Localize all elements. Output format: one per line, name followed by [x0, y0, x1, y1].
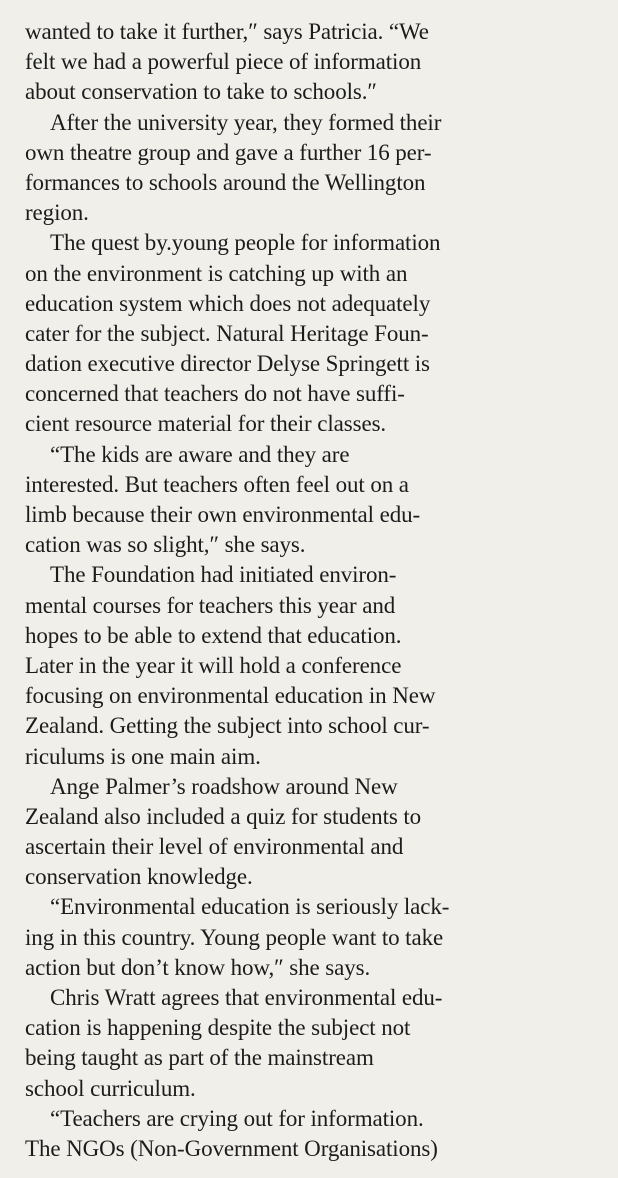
article-line: ing in this country. Young people want to take [25, 924, 444, 950]
article-line: Zealand. Getting the subject into school cur- [25, 713, 430, 739]
article-line: cient resource material for their classes. [25, 411, 387, 437]
article-line: school curriculum. [25, 1075, 196, 1101]
article-line: “Teachers are crying out for information. [50, 1105, 424, 1131]
article-line: cation was so slight,″ she says. [25, 532, 306, 558]
article-line: The NGOs (Non-Government Organisations) [25, 1135, 438, 1161]
article-line: limb because their own environmental edu- [25, 502, 421, 527]
article-line: formances to schools around the Wellington [25, 169, 426, 195]
article-line: education system which does not adequately [25, 290, 431, 316]
article-line: Ange Palmer’s roadshow around New [50, 773, 398, 799]
article-line: After the university year, they formed their [50, 109, 442, 135]
article-line: The quest by.young people for information [50, 230, 441, 256]
article-line: cater for the subject. Natural Heritage Foun- [25, 320, 429, 346]
article-line: dation executive director Delyse Springett is [25, 351, 430, 377]
article-line: “Environmental education is seriously lack- [50, 894, 450, 920]
article-line: cation is happening despite the subject not [25, 1015, 411, 1041]
article-line: being taught as part of the mainstream [25, 1045, 374, 1071]
article-line: “The kids are aware and they are [50, 441, 350, 467]
article-line: about conservation to take to schools.″ [25, 79, 377, 105]
article-line: action but don’t know how,″ she says. [25, 954, 371, 980]
article-line: wanted to take it further,″ says Patricia. “We [25, 19, 429, 44]
article-line: ascertain their level of environmental and [25, 834, 404, 860]
article-line: Chris Wratt agrees that environmental edu- [50, 985, 443, 1010]
article-line: conservation knowledge. [25, 864, 253, 890]
article-line: on the environment is catching up with an [25, 260, 408, 286]
article-line: hopes to be able to extend that education. [25, 622, 402, 648]
article-line: mental courses for teachers this year and [25, 592, 396, 618]
article-line: region. [25, 200, 89, 226]
article-line: felt we had a powerful piece of information [25, 49, 422, 75]
article-body [25, 17, 618, 1164]
article-line: Zealand also included a quiz for students to [25, 803, 422, 829]
article-line: The Foundation had initiated environ- [50, 562, 397, 588]
article-line: own theatre group and gave a further 16 per- [25, 139, 432, 165]
article-line: Later in the year it will hold a conference [25, 652, 402, 678]
article-line: concerned that teachers do not have suffi- [25, 381, 405, 407]
article-line: focusing on environmental education in New [25, 683, 436, 709]
article-line: riculums is one main aim. [25, 743, 261, 769]
article-line: interested. But teachers often feel out on a [25, 471, 409, 497]
